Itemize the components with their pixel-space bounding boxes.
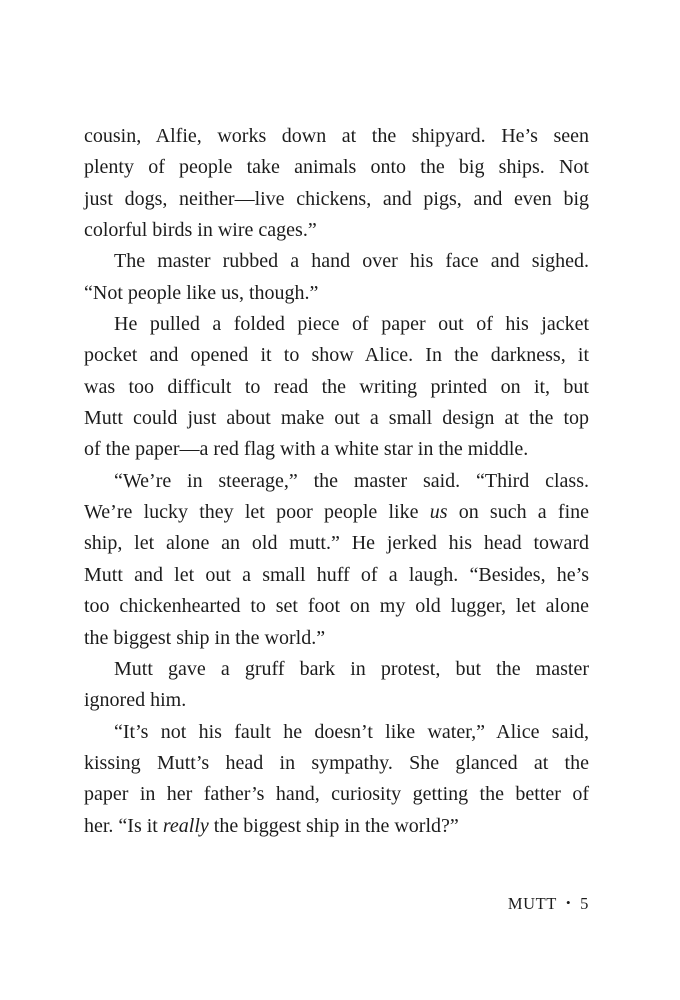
text-line: “It’s not his fault he doesn’t like water,” Alice said,	[114, 720, 589, 743]
paragraph	[84, 121, 589, 246]
text-line: just dogs, neither—live chickens, and pigs, and even big	[84, 187, 589, 210]
text-block	[84, 121, 589, 842]
paragraph	[84, 309, 589, 466]
page-number: 5	[580, 894, 589, 913]
text-line: too chickenhearted to set foot on my old lugger, let alone	[84, 595, 589, 618]
separator-bullet-icon: •	[565, 895, 572, 910]
text-line: was too difficult to read the writing printed on it, but	[84, 375, 589, 398]
text-line: He pulled a folded piece of paper out of his jacket	[114, 313, 589, 336]
paragraph	[84, 246, 589, 309]
text-line: plenty of people take animals onto the big ships. Not	[84, 156, 589, 179]
paragraph	[84, 654, 589, 717]
paragraph	[84, 717, 589, 842]
text-line: Mutt could just about make out a small design at the top	[84, 407, 589, 430]
text-line: paper in her father’s hand, curiosity getting the better of	[84, 783, 589, 806]
text-line: cousin, Alfie, works down at the shipyard. He’s seen	[84, 125, 589, 147]
text-line: Mutt and let out a small huff of a laugh. “Besides, he’s	[84, 563, 589, 586]
text-line: of the paper—a red flag with a white star in the middle.	[84, 438, 529, 461]
text-line: colorful birds in wire cages.”	[84, 219, 317, 242]
text-line: kissing Mutt’s head in sympathy. She glanced at the	[84, 751, 589, 774]
footer	[84, 894, 589, 914]
text-line: her. “Is it really the biggest ship in the world?”	[84, 814, 459, 837]
text-line: pocket and opened it to show Alice. In the darkness, it	[84, 344, 589, 367]
text-line: We’re lucky they let poor people like us on such a fine	[84, 501, 590, 524]
text-line: the biggest ship in the world.”	[84, 626, 326, 649]
text-line: Mutt gave a gruff bark in protest, but the master	[114, 657, 589, 680]
paragraph	[84, 466, 589, 654]
text-line: The master rubbed a hand over his face and sighed.	[114, 250, 589, 273]
text-line: “We’re in steerage,” the master said. “Third class.	[114, 469, 589, 492]
running-title: MUTT	[507, 894, 557, 913]
text-line: ship, let alone an old mutt.” He jerked his head toward	[84, 532, 589, 555]
text-line: ignored him.	[84, 689, 187, 712]
text-line: “Not people like us, though.”	[84, 281, 319, 304]
